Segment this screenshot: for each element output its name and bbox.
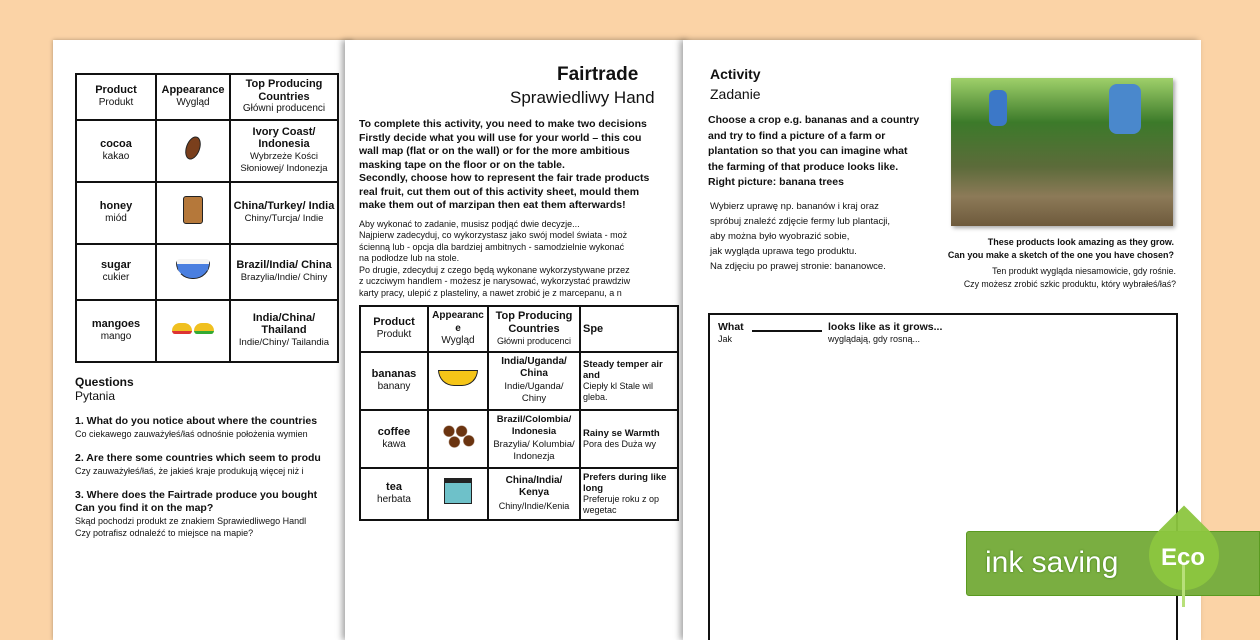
photo-caption-english bbox=[948, 236, 1174, 262]
col-header: Top Producing Countries bbox=[495, 310, 573, 335]
table-row bbox=[76, 182, 338, 244]
product-name: mangoes bbox=[91, 318, 141, 330]
fairtrade-content bbox=[359, 118, 677, 521]
leaf-icon bbox=[1148, 500, 1220, 600]
caption-line-pl: Czy możesz zrobić szkic produktu, który wybrałeś/łaś? bbox=[963, 279, 1176, 289]
blue-bag-shape bbox=[1109, 84, 1141, 134]
intro-line-pl: Aby wykonać to zadanie, musisz podjąć dwie decyzje... bbox=[359, 218, 580, 229]
body-line-pl: jak wygląda uprawa tego produktu. bbox=[710, 246, 857, 257]
caption-line-pl: Ten produkt wygląda niesamowicie, gdy rośnie. bbox=[992, 266, 1176, 276]
sketch-label-jak: Jak bbox=[718, 334, 733, 344]
banana-plantation-photo bbox=[951, 78, 1173, 226]
table-row bbox=[360, 352, 678, 410]
activity-body-polish bbox=[710, 199, 890, 274]
col-header-pl: Produkt bbox=[376, 328, 412, 340]
product-name: honey bbox=[99, 200, 133, 212]
question-text: Can you find it on the map? bbox=[75, 501, 214, 514]
questions-title-pl: Pytania bbox=[75, 388, 116, 403]
question-2 bbox=[75, 452, 337, 477]
body-line-pl: aby można było wyobrazić sobie, bbox=[710, 231, 850, 242]
cocoa-bean-icon bbox=[182, 135, 203, 162]
col-header-pl: Główni producenci bbox=[496, 336, 572, 346]
table-row bbox=[360, 410, 678, 468]
product-name: tea bbox=[386, 481, 402, 493]
question-3 bbox=[75, 489, 337, 539]
blue-bag-shape bbox=[989, 90, 1007, 126]
question-text-pl: Czy potrafisz odnaleźć to miejsce na mapie? bbox=[75, 527, 254, 538]
col-header: Product bbox=[95, 84, 137, 97]
table-row bbox=[360, 468, 678, 520]
col-header: Appearance bbox=[161, 84, 225, 97]
question-text-pl: Skąd pochodzi produkt ze znakiem Sprawiedliwego Handl bbox=[75, 515, 307, 526]
product-name: sugar bbox=[101, 259, 131, 271]
question-text: 3. Where does the Fairtrade produce you bought bbox=[75, 488, 318, 501]
product-name-pl: kakao bbox=[102, 150, 130, 162]
sugar-bowl-icon bbox=[176, 259, 210, 279]
body-line-pl: spróbuj znaleźć zdjęcie fermy lub plantacji, bbox=[710, 216, 891, 227]
body-line: Choose a crop e.g. bananas and a country bbox=[708, 114, 920, 126]
countries: Brazil/India/ China bbox=[236, 259, 332, 271]
col-header: Product bbox=[373, 316, 415, 329]
col-header: Top Producing Countries bbox=[245, 78, 323, 103]
body-line-pl: Na zdjęciu po prawej stronie: bananowce. bbox=[710, 261, 886, 272]
worksheet-page-fairtrade bbox=[345, 40, 690, 640]
intro-line-pl: na podłodze lub na stole. bbox=[359, 253, 460, 263]
question-text-pl: Co ciekawego zauważyłeś/łaś odnośnie położenia wymien bbox=[75, 428, 308, 439]
products-content bbox=[75, 73, 337, 539]
body-line-pl: Wybierz uprawę np. bananów i kraj oraz bbox=[710, 201, 879, 212]
product-name-pl: cukier bbox=[102, 271, 130, 283]
product-name: cocoa bbox=[100, 138, 132, 150]
caption-line: Can you make a sketch of the one you have chosen? bbox=[947, 250, 1174, 260]
mango-icon bbox=[172, 323, 215, 339]
countries: India/Uganda/ China bbox=[501, 355, 567, 379]
product-name-pl: mango bbox=[100, 330, 132, 342]
sketch-label-looks: looks like as it grows... bbox=[828, 321, 943, 333]
countries-pl: Indie/Uganda/ Chiny bbox=[504, 380, 564, 404]
countries-pl: Indie/Chiny/ Tailandia bbox=[238, 336, 330, 348]
table-row bbox=[76, 120, 338, 182]
body-line: and try to find a picture of a farm or bbox=[708, 129, 886, 142]
col-header-pl: Wygląd bbox=[441, 335, 475, 346]
col-header: Spe bbox=[583, 322, 604, 335]
ink-saving-label: ink saving bbox=[985, 546, 1119, 579]
question-text-pl: Czy zauważyłeś/łaś, że jakieś kraje produkują więcej niż i bbox=[75, 465, 304, 476]
countries: Brazil/Colombia/ Indonesia bbox=[496, 413, 572, 437]
intro-line: Firstly decide what you will use for your world – this cou bbox=[359, 131, 642, 144]
blank-line bbox=[752, 330, 822, 332]
questions-title: Questions bbox=[75, 374, 134, 389]
intro-line: real fruit, cut them out of this activity sheet, mould them bbox=[359, 185, 640, 198]
col-header-pl: Główni producenci bbox=[242, 103, 326, 114]
page-subtitle: Sprawiedliwy Hand bbox=[510, 88, 655, 107]
caption-line: These products look amazing as they grow. bbox=[987, 237, 1174, 247]
countries-pl: Brazylia/ Kolumbia/ Indonezja bbox=[493, 438, 575, 462]
coffee-beans-icon bbox=[440, 424, 476, 448]
specific-conditions: Prefers during like long bbox=[583, 471, 667, 494]
product-name: bananas bbox=[371, 368, 417, 380]
activity-subtitle: Zadanie bbox=[710, 86, 761, 102]
intro-line: masking tape on the floor or on the table. bbox=[359, 158, 565, 171]
countries-pl: Chiny/Indie/Kenia bbox=[498, 500, 570, 511]
intro-polish bbox=[359, 219, 677, 300]
specific-conditions-pl: Pora des Duża wy bbox=[583, 438, 657, 449]
table-row bbox=[76, 300, 338, 362]
eco-label: Eco bbox=[1161, 544, 1206, 571]
countries: Ivory Coast/ Indonesia bbox=[252, 125, 316, 150]
intro-line-pl: z uczciwym handlem - możesz je narysować, wykorzystać prawdziw bbox=[359, 276, 631, 286]
tea-caddy-icon bbox=[444, 478, 472, 504]
honey-jar-icon bbox=[183, 196, 203, 224]
intro-line: To complete this activity, you need to make two decisions bbox=[359, 118, 647, 130]
intro-line: make them out of marzipan then eat them afterwards! bbox=[359, 199, 626, 211]
page-title: Fairtrade bbox=[557, 64, 639, 85]
col-header-pl: Wygląd bbox=[176, 96, 210, 108]
countries: China/India/ Kenya bbox=[505, 474, 563, 499]
product-name-pl: miód bbox=[105, 212, 127, 224]
sketch-label-looks-pl: wyglądają, gdy rosną... bbox=[828, 334, 921, 344]
countries-pl: Chiny/Turcja/ Indie bbox=[244, 212, 324, 224]
question-text: 2. Are there some countries which seem to produ bbox=[75, 451, 321, 464]
specific-conditions: Steady temper air and bbox=[583, 358, 663, 381]
question-1 bbox=[75, 415, 337, 440]
specific-conditions-pl: Preferuje roku z op wegetac bbox=[583, 493, 660, 515]
intro-english bbox=[359, 118, 677, 213]
countries: China/Turkey/ India bbox=[233, 200, 335, 212]
questions-heading bbox=[75, 375, 337, 403]
intro-line-pl: Po drugie, zdecyduj z czego będą wykonane wykorzystywane przez bbox=[359, 264, 630, 275]
intro-line-pl: ścienną lub - opcja dla bardziej ambitnych - samodzielnie wykonać bbox=[359, 241, 625, 252]
intro-line-pl: karty pracy, ulepić z plasteliny, a nawet zrobić je z marcepanu, a n bbox=[359, 287, 622, 298]
question-text: 1. What do you notice about where the countries bbox=[75, 414, 318, 427]
product-name: coffee bbox=[377, 426, 411, 438]
specific-conditions: Rainy se Warmth bbox=[583, 427, 660, 439]
body-line: plantation so that you can imagine what bbox=[708, 145, 908, 157]
sketch-label-what: What bbox=[718, 321, 744, 333]
specific-conditions-pl: Ciepły kl Stale wil gleba. bbox=[583, 380, 654, 402]
products-table bbox=[359, 305, 679, 521]
intro-line: Secondly, choose how to represent the fair trade products bbox=[359, 172, 650, 184]
product-name-pl: kawa bbox=[382, 438, 406, 450]
intro-line: wall map (flat or on the wall) or for the more ambitious bbox=[359, 145, 630, 157]
countries: India/China/ Thailand bbox=[252, 311, 316, 337]
col-header-pl: Produkt bbox=[98, 96, 134, 108]
products-table bbox=[75, 73, 339, 363]
body-line: Right picture: banana trees bbox=[708, 176, 844, 188]
countries-pl: Wybrzeże Kości Słoniowej/ Indonezja bbox=[240, 150, 328, 174]
intro-line-pl: Najpierw zadecyduj, co wykorzystasz jako swój model świata - moż bbox=[359, 230, 628, 240]
countries-pl: Brazylia/Indie/ Chiny bbox=[240, 271, 328, 283]
photo-caption-polish bbox=[964, 265, 1176, 291]
activity-title: Activity bbox=[710, 66, 761, 82]
table-row bbox=[76, 244, 338, 300]
banana-icon bbox=[438, 370, 478, 386]
body-line: the farming of that produce looks like. bbox=[708, 160, 899, 173]
activity-body-english bbox=[708, 113, 919, 191]
product-name-pl: herbata bbox=[377, 493, 411, 505]
col-header: Appearance bbox=[432, 310, 484, 334]
worksheet-page-products bbox=[53, 40, 353, 640]
product-name-pl: banany bbox=[377, 380, 411, 392]
